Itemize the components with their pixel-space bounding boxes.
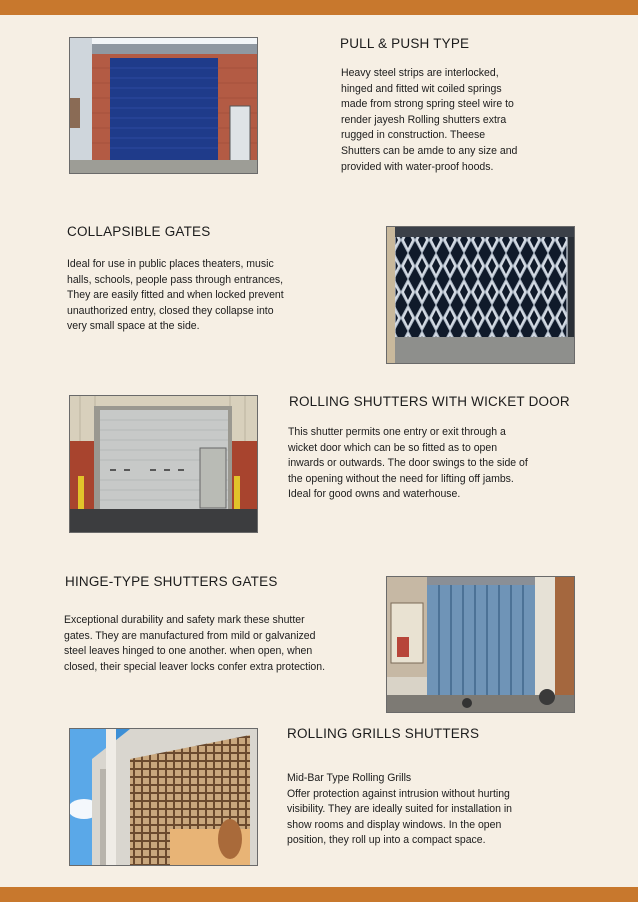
hinge-type-description: Exceptional durability and safety mark these shutter gates. They are manufactured from mild or galvanized steel leaves hinged to one another. when open, when closed, their special leaver locks confer extra protection. — [64, 614, 326, 673]
top-accent-bar — [0, 0, 638, 15]
collapsible-gate-photo — [386, 226, 575, 364]
pull-push-title: PULL & PUSH TYPE — [340, 36, 470, 51]
wicket-door-title: ROLLING SHUTTERS WITH WICKET DOOR — [289, 394, 570, 409]
pull-push-shutter-photo — [69, 37, 258, 174]
wicket-door-shutter-photo — [69, 395, 258, 533]
rolling-grills-description: Mid-Bar Type Rolling Grills Offer protection against intrusion without hurting visibility. They are ideally suited for installation in show rooms and display windows. In the open position, they roll up into a compact space. — [287, 772, 513, 847]
collapsible-gates-title: COLLAPSIBLE GATES — [67, 224, 211, 239]
hinge-type-title: HINGE-TYPE SHUTTERS GATES — [65, 574, 278, 589]
rolling-grills-title: ROLLING GRILLS SHUTTERS — [287, 726, 480, 741]
bottom-accent-bar — [0, 887, 638, 902]
collapsible-gates-description: Ideal for use in public places theaters, music halls, schools, people pass through entrances, They are easily fitted and when locked prevent unauthorized entry, closed they collapse into very small space at the side. — [67, 258, 284, 333]
wicket-door-description: This shutter permits one entry or exit through a wicket door which can be so fitted as to open inwards or outwards. The door swings to the side of the opening without the need for lifting off jambs. Ideal for good owns and waterhouse. — [288, 426, 528, 501]
hinge-type-gate-photo — [386, 576, 575, 713]
rolling-grills-photo — [69, 728, 258, 866]
pull-push-description: Heavy steel strips are interlocked, hinged and fitted wit coiled springs made from strong spring steel wire to render jayesh Rolling shutters extra rugged in construction. Theese Shutters can be amde to any size and provided with water-proof hoods. — [341, 67, 518, 173]
